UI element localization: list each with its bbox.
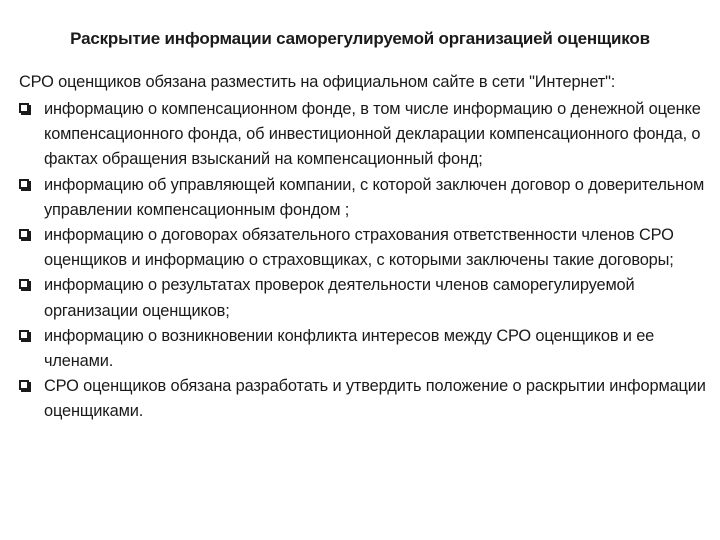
- list-item-text: информацию о компенсационном фонде, в том числе информацию о денежной оценке компенсационного фонда, об инвестиционной декларации компенсационного фонда, о фактах обращения взысканий на компенсационный фонд;: [44, 100, 701, 169]
- checkbox-square-icon: [19, 103, 29, 113]
- list-item-text: информацию о возникновении конфликта интересов между СРО оценщиков и ее членами.: [44, 326, 655, 371]
- slide-title: Раскрытие информации саморегулируемой организацией оценщиков: [70, 29, 650, 48]
- checkbox-square-icon: [19, 330, 29, 340]
- checkbox-square-icon: [19, 380, 29, 390]
- list-item-text: информацию об управляющей компании, с которой заключен договор о доверительном управлении компенсационным фондом ;: [44, 175, 705, 219]
- list-item: [19, 97, 709, 173]
- list-item: [19, 374, 709, 424]
- intro-text: СРО оценщиков обязана разместить на официальном сайте в сети "Интернет":: [19, 73, 616, 91]
- checkbox-square-icon: [19, 279, 29, 289]
- list-item-text: СРО оценщиков обязана разработать и утвердить положение о раскрытии информации оценщиками.: [44, 377, 706, 421]
- list-item: [19, 324, 709, 374]
- list-item: [19, 223, 709, 273]
- checkbox-square-icon: [19, 179, 29, 189]
- list-item-text: информацию о договорах обязательного страхования ответственности членов СРО оценщиков и информацию о страховщиках, с которыми заключены такие договоры;: [44, 226, 674, 270]
- bullet-list: [19, 97, 709, 425]
- list-item: [19, 273, 709, 323]
- checkbox-square-icon: [19, 229, 29, 239]
- list-item-text: информацию о результатах проверок деятельности членов саморегулируемой организации оценщиков;: [44, 276, 635, 320]
- list-item: [19, 173, 709, 223]
